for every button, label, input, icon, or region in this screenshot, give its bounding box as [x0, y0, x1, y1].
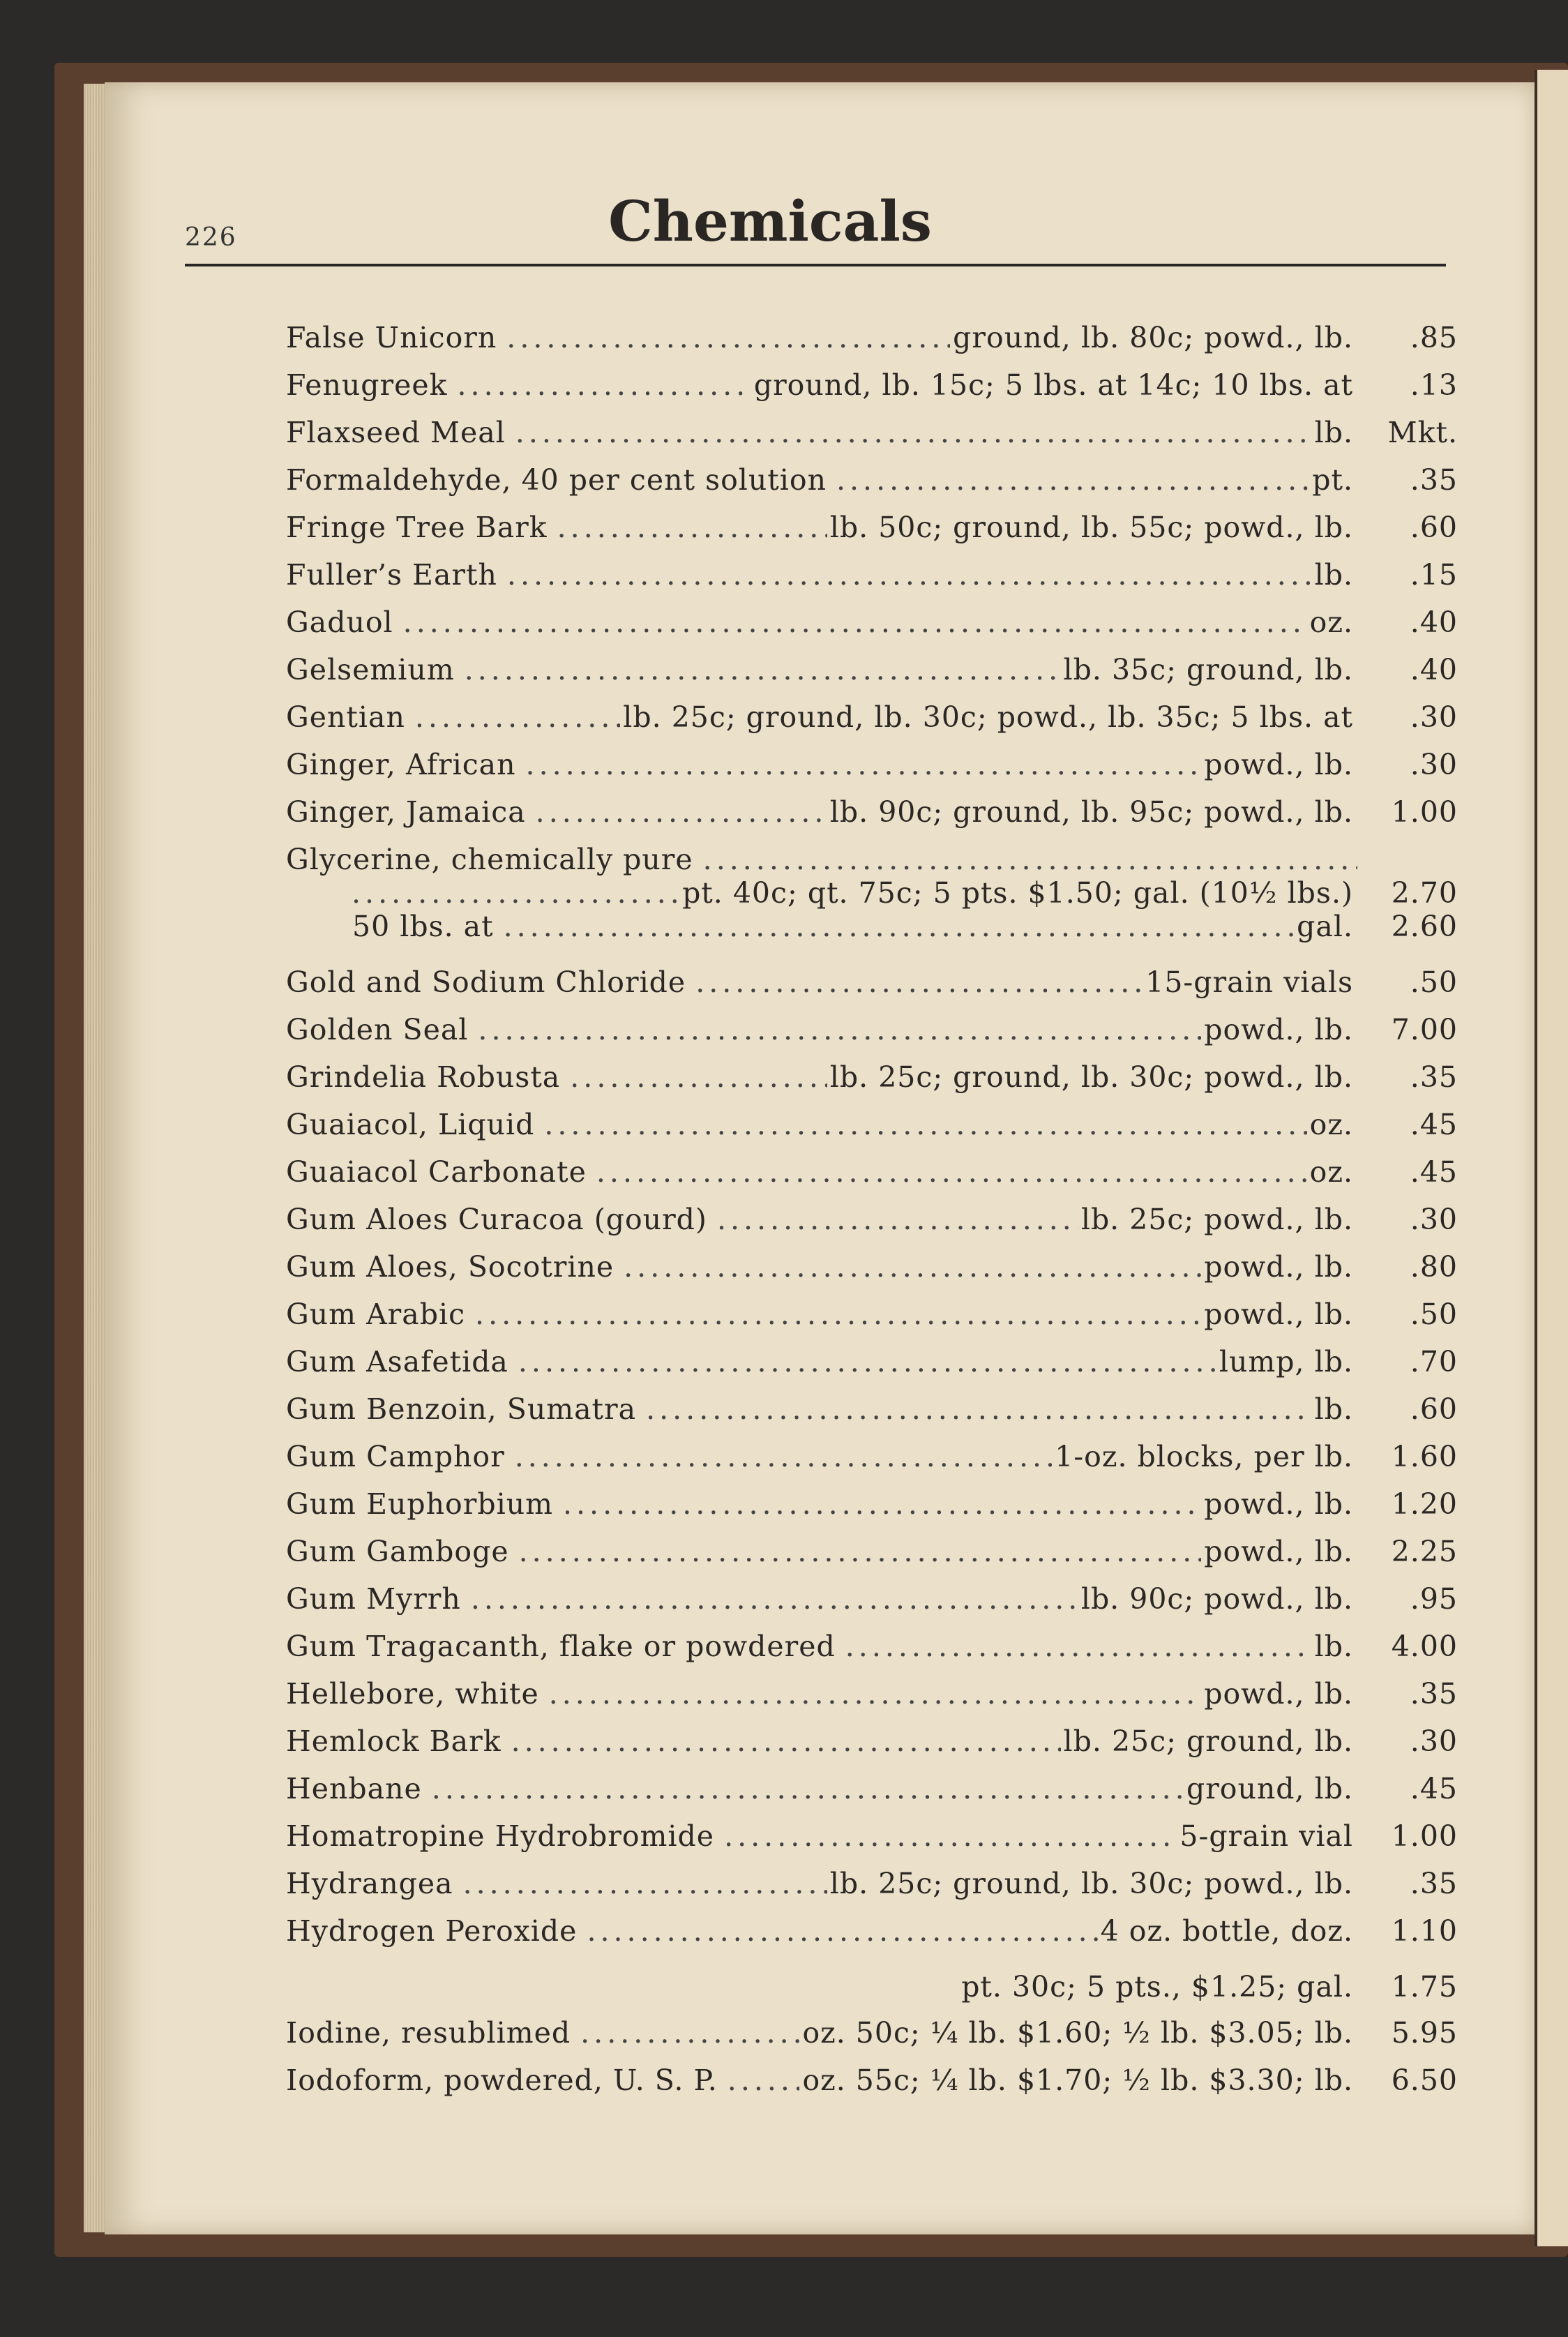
- item-price: .30: [1410, 700, 1458, 734]
- list-item: [286, 965, 1458, 1009]
- leader-dots: [471, 1582, 1078, 1617]
- item-price: .40: [1410, 606, 1458, 639]
- item-name: Hydrangea: [286, 1867, 453, 1900]
- leader-dots: [518, 1345, 1216, 1380]
- item-name: Gum Gamboge: [286, 1535, 509, 1568]
- item-price: .50: [1410, 965, 1458, 999]
- list-item: [286, 1772, 1458, 1815]
- leader-dots: [504, 910, 1295, 945]
- item-detail: powd., lb.: [1204, 1250, 1353, 1284]
- item-detail: lump, lb.: [1219, 1345, 1353, 1378]
- list-item: [286, 653, 1458, 696]
- leader-dots: [728, 2064, 800, 2098]
- list-item: [286, 1345, 1458, 1388]
- item-detail: lb. 25c; powd., lb.: [1080, 1203, 1353, 1236]
- list-item: [286, 1582, 1458, 1625]
- page-number: 226: [185, 223, 237, 252]
- item-name: Hellebore, white: [286, 1677, 539, 1711]
- leader-dots: [845, 1630, 1312, 1665]
- leader-dots: [703, 843, 1357, 878]
- item-detail: lb. 25c; ground, lb. 30c; powd., lb.: [829, 1060, 1353, 1094]
- item-price: 5.95: [1391, 2016, 1458, 2050]
- item-price: 7.00: [1391, 1013, 1458, 1046]
- item-price: .30: [1410, 1203, 1458, 1236]
- leader-dots: [724, 1819, 1177, 1854]
- item-name: Golden Seal: [286, 1013, 469, 1046]
- list-item: [286, 1298, 1458, 1341]
- item-detail: 4 oz. bottle, doz.: [1100, 1914, 1353, 1948]
- item-price: 2.70: [1391, 876, 1458, 910]
- list-item: [286, 1013, 1458, 1056]
- item-price: .30: [1410, 1724, 1458, 1758]
- item-price: 1.00: [1391, 1819, 1458, 1853]
- item-detail: oz.: [1309, 606, 1353, 639]
- item-name: Hydrogen Peroxide: [286, 1914, 578, 1948]
- item-detail: 1-oz. blocks, per lb.: [1055, 1440, 1353, 1473]
- leader-dots: [717, 1203, 1078, 1238]
- list-item: [286, 1724, 1458, 1768]
- item-name: Gum Tragacanth, flake or powdered: [286, 1630, 836, 1663]
- item-name: Gum Aloes, Socotrine: [286, 1250, 615, 1284]
- list-item: [286, 511, 1458, 554]
- item-name: Glycerine, chemically pure: [286, 843, 693, 876]
- leader-dots: [596, 1155, 1307, 1190]
- leader-dots: [475, 1298, 1201, 1332]
- leader-dots: [432, 1772, 1184, 1807]
- list-item: [286, 1962, 1458, 2005]
- item-name: Gold and Sodium Chloride: [286, 965, 686, 999]
- leader-dots: [478, 1013, 1201, 1048]
- list-item: [286, 321, 1458, 364]
- item-detail: lb. 90c; powd., lb.: [1080, 1582, 1353, 1616]
- item-name: Ginger, Jamaica: [286, 795, 526, 829]
- item-price: .35: [1410, 1677, 1458, 1711]
- item-name: Gentian: [286, 700, 405, 734]
- list-item: [286, 416, 1458, 459]
- leader-dots: [587, 1914, 1097, 1949]
- list-item: [286, 700, 1458, 744]
- item-price: .45: [1410, 1772, 1458, 1805]
- item-price: .70: [1410, 1345, 1458, 1378]
- item-name: Gum Benzoin, Sumatra: [286, 1392, 637, 1426]
- list-item: [286, 2016, 1458, 2059]
- leader-dots: [352, 876, 679, 911]
- list-item: [286, 1440, 1458, 1483]
- item-name: Gum Euphorbium: [286, 1487, 553, 1521]
- leader-dots: [403, 606, 1307, 640]
- item-detail: powd., lb.: [1204, 1487, 1353, 1521]
- item-detail: pt. 40c; qt. 75c; 5 pts. $1.50; gal. (10½ lbs.): [682, 876, 1353, 910]
- item-detail: lb.: [1314, 416, 1353, 449]
- leader-dots: [506, 321, 950, 356]
- item-price: 6.50: [1391, 2064, 1458, 2097]
- item-name: Henbane: [286, 1772, 422, 1805]
- item-name: Guaiacol Carbonate: [286, 1155, 587, 1189]
- list-item: [286, 1819, 1458, 1863]
- item-detail: oz. 50c; ¼ lb. $1.60; ½ lb. $3.05; lb.: [802, 2016, 1353, 2050]
- item-price: .60: [1410, 511, 1458, 544]
- item-name: Grindelia Robusta: [286, 1060, 561, 1094]
- item-detail: powd., lb.: [1204, 748, 1353, 781]
- item-price: .45: [1410, 1155, 1458, 1189]
- page-title: Chemicals: [608, 188, 932, 254]
- item-price: 1.10: [1391, 1914, 1458, 1948]
- item-price: 1.60: [1391, 1440, 1458, 1473]
- leader-dots: [415, 700, 620, 735]
- item-name: Iodine, resublimed: [286, 2016, 571, 2050]
- list-item: [286, 1630, 1458, 1673]
- item-name: Flaxseed Meal: [286, 416, 506, 449]
- item-detail: pt.: [1312, 463, 1353, 497]
- item-price: 4.00: [1391, 1630, 1458, 1663]
- leader-dots: [563, 1487, 1201, 1522]
- list-item: [286, 1867, 1458, 1910]
- list-item: [286, 606, 1458, 649]
- leader-dots: [519, 1535, 1202, 1570]
- item-name: Gum Arabic: [286, 1298, 466, 1331]
- leader-dots: [515, 416, 1312, 451]
- leader-dots: [536, 795, 827, 830]
- item-detail: lb. 25c; ground, lb. 30c; powd., lb. 35c; 5 lbs. at: [623, 700, 1353, 734]
- item-detail: lb.: [1314, 558, 1353, 592]
- item-detail: oz.: [1309, 1155, 1353, 1189]
- item-name: 50 lbs. at: [352, 910, 494, 943]
- leader-spacer: [296, 1962, 958, 1997]
- item-price: 1.20: [1391, 1487, 1458, 1521]
- list-item: [286, 1250, 1458, 1293]
- list-item: [286, 1108, 1458, 1151]
- item-detail: oz. 55c; ¼ lb. $1.70; ½ lb. $3.30; lb.: [802, 2064, 1353, 2097]
- item-name: Gaduol: [286, 606, 393, 639]
- item-detail: lb.: [1314, 1630, 1353, 1663]
- item-price: .13: [1410, 368, 1458, 402]
- list-item: [286, 1535, 1458, 1578]
- item-price: .50: [1410, 1298, 1458, 1331]
- item-name: Guaiacol, Liquid: [286, 1108, 535, 1141]
- item-price: 1.00: [1391, 795, 1458, 829]
- leader-dots: [580, 2016, 799, 2051]
- item-detail: powd., lb.: [1204, 1013, 1353, 1046]
- item-price: .80: [1410, 1250, 1458, 1284]
- item-name: Gum Asafetida: [286, 1345, 508, 1378]
- item-price: 2.25: [1391, 1535, 1458, 1568]
- leader-dots: [549, 1677, 1202, 1712]
- item-price: .60: [1410, 1392, 1458, 1426]
- item-name: Homatropine Hydrobromide: [286, 1819, 715, 1853]
- item-price: .95: [1410, 1582, 1458, 1616]
- item-name: Gum Camphor: [286, 1440, 505, 1473]
- item-detail: powd., lb.: [1204, 1535, 1353, 1568]
- leader-dots: [511, 1724, 1061, 1759]
- item-price: .35: [1410, 1060, 1458, 1094]
- list-item: [286, 1487, 1458, 1531]
- list-item: [286, 558, 1458, 601]
- leader-dots: [465, 653, 1061, 688]
- item-detail: lb. 35c; ground, lb.: [1063, 653, 1353, 686]
- item-detail: lb. 25c; ground, lb.: [1063, 1724, 1353, 1758]
- item-name: Fringe Tree Bark: [286, 511, 548, 544]
- list-item: [286, 1677, 1458, 1720]
- item-detail: lb.: [1314, 1392, 1353, 1426]
- item-name: Formaldehyde, 40 per cent solution: [286, 463, 827, 497]
- item-price: .85: [1410, 321, 1458, 354]
- item-detail: oz.: [1309, 1108, 1353, 1141]
- item-detail: powd., lb.: [1204, 1298, 1353, 1331]
- item-price: .30: [1410, 748, 1458, 781]
- item-detail: lb. 50c; ground, lb. 55c; powd., lb.: [829, 511, 1353, 544]
- item-detail: lb. 90c; ground, lb. 95c; powd., lb.: [829, 795, 1353, 829]
- item-detail: gal.: [1297, 910, 1353, 943]
- item-detail: ground, lb. 15c; 5 lbs. at 14c; 10 lbs. at: [753, 368, 1353, 402]
- item-detail: powd., lb.: [1204, 1677, 1353, 1711]
- list-item: [286, 368, 1458, 412]
- item-price: .45: [1410, 1108, 1458, 1141]
- leader-dots: [624, 1250, 1201, 1285]
- item-name: Hemlock Bark: [286, 1724, 502, 1758]
- item-price: .15: [1410, 558, 1458, 592]
- item-name: Fuller’s Earth: [286, 558, 497, 592]
- item-price: Mkt.: [1387, 416, 1458, 449]
- list-item: [286, 1060, 1458, 1104]
- list-item: [286, 1914, 1458, 1957]
- list-item: [286, 1203, 1458, 1246]
- leader-dots: [458, 368, 751, 403]
- item-name: Ginger, African: [286, 748, 516, 781]
- leader-dots: [463, 1867, 827, 1902]
- item-price: .35: [1410, 1867, 1458, 1900]
- item-price: 1.75: [1391, 1970, 1458, 2004]
- item-detail: ground, lb. 80c; powd., lb.: [953, 321, 1353, 354]
- item-name: Gum Myrrh: [286, 1582, 461, 1616]
- item-detail: ground, lb.: [1186, 1772, 1353, 1805]
- leader-dots: [515, 1440, 1053, 1475]
- list-item: [286, 2064, 1458, 2107]
- item-name: False Unicorn: [286, 321, 497, 354]
- leader-dots: [570, 1060, 827, 1095]
- list-item: [286, 463, 1458, 506]
- leader-dots: [695, 965, 1143, 1000]
- list-item: [286, 748, 1458, 791]
- item-price: .35: [1410, 463, 1458, 497]
- list-item: [352, 910, 1458, 953]
- item-name: Iodoform, powdered, U. S. P.: [286, 2064, 718, 2097]
- leader-dots: [646, 1392, 1312, 1427]
- item-detail: 5-grain vial: [1179, 1819, 1353, 1853]
- leader-dots: [507, 558, 1312, 593]
- leader-dots: [836, 463, 1309, 498]
- list-item: [286, 795, 1458, 839]
- item-price: 2.60: [1391, 910, 1458, 943]
- item-detail: pt. 30c; 5 pts., $1.25; gal.: [961, 1970, 1353, 2004]
- item-name: Gelsemium: [286, 653, 455, 686]
- list-item: [286, 1392, 1458, 1436]
- item-price: .40: [1410, 653, 1458, 686]
- item-name: Fenugreek: [286, 368, 448, 402]
- leader-dots: [544, 1108, 1306, 1143]
- leader-dots: [526, 748, 1202, 783]
- item-detail: lb. 25c; ground, lb. 30c; powd., lb.: [829, 1867, 1353, 1900]
- item-detail: 15-grain vials: [1145, 965, 1353, 999]
- item-name: Gum Aloes Curacoa (gourd): [286, 1203, 707, 1236]
- leader-dots: [557, 511, 827, 546]
- list-item: [286, 1155, 1458, 1198]
